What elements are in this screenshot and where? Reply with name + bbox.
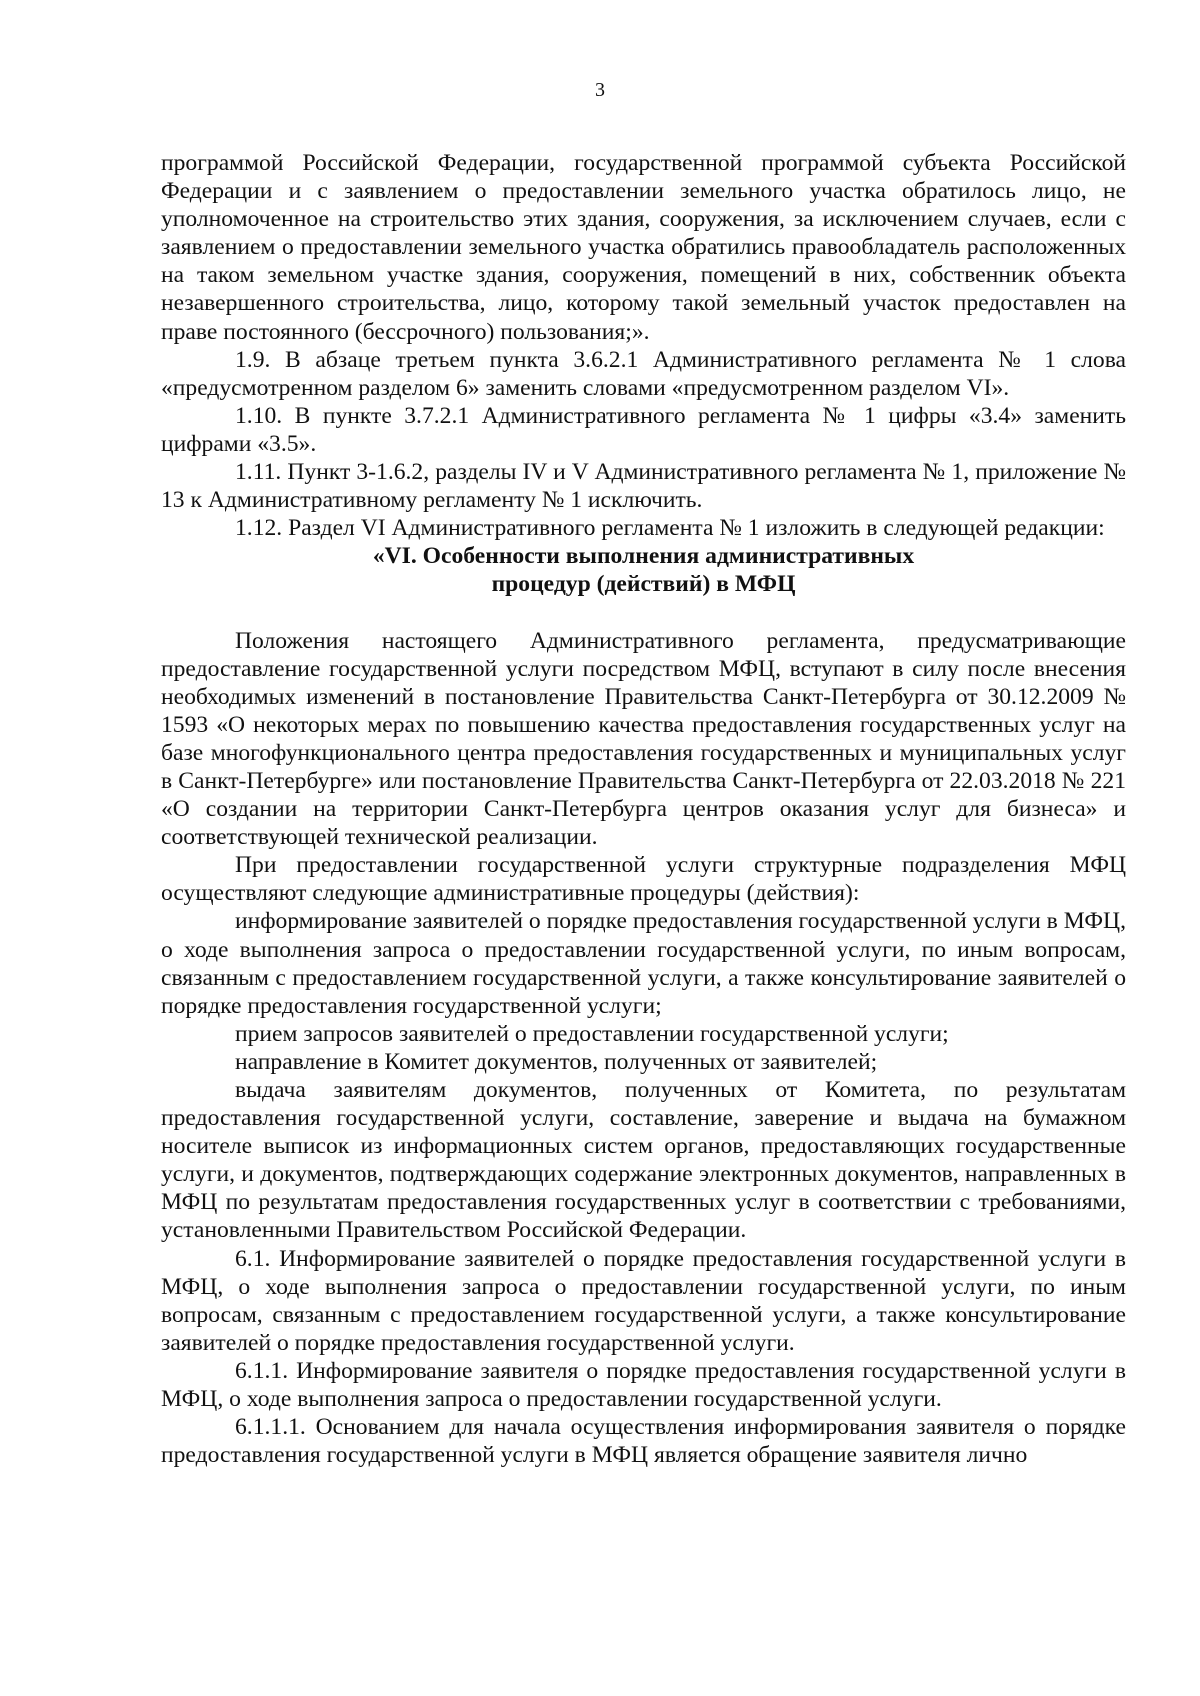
paragraph-continuation: программой Российской Федерации, государственной программой субъекта Российской Федерации и с заявлением о предоставлении земельного участка обратилось лицо, не уполномоченное на строительство этих здания, сооружения, за исключением случаев, если с заявлением о предоставлении земельного участка обратились правообладатель расположенных на таком земельном участке здания, сооружения, помещений в них, собственник объекта незавершенного строительства, лицо, которому такой земельный участок предоставлен на праве постоянного (бессрочного) пользования;». <box>161 150 1126 345</box>
heading-spacer <box>161 599 1126 627</box>
paragraph-item-1-9: 1.9. В абзаце третьем пункта 3.6.2.1 Административного регламента № 1 слова «предусмотренном разделом 6» заменить словами «предусмотренном разделом VI». <box>161 346 1126 401</box>
paragraph-procedures-intro: При предоставлении государственной услуги структурные подразделения МФЦ осуществляют следующие административные процедуры (действия): <box>161 852 1126 907</box>
paragraph-item-6-1-1: 6.1.1. Информирование заявителя о порядке предоставления государственной услуги в МФЦ, о ходе выполнения запроса о предоставлении государственной услуги. <box>161 1357 1126 1413</box>
section-heading <box>161 542 1126 598</box>
paragraph-procedure-reception: прием запросов заявителей о предоставлении государственной услуги; <box>235 1020 949 1047</box>
paragraph-item-6-1: 6.1. Информирование заявителей о порядке предоставления государственной услуги в МФЦ, о ходе выполнения запроса о предоставлении государственной услуги, по иным вопросам, связанным с предоставлением государственной услуги, а также консультирование заявителей о порядке предоставления государственной услуги. <box>161 1245 1126 1356</box>
document-body <box>161 149 1126 1469</box>
page-number: 3 <box>595 79 605 101</box>
paragraph-procedure-sending: направление в Комитет документов, полученных от заявителей; <box>235 1048 878 1075</box>
section-heading-line-1: «VI. Особенности выполнения административных <box>372 543 915 570</box>
paragraph-provisions: Положения настоящего Административного регламента, предусматривающие предоставление государственной услуги посредством МФЦ, вступают в силу после внесения необходимых изменений в постановление Правительства Санкт-Петербурга от 30.12.2009 № 1593 «О некоторых мерах по повышению качества предоставления государственных услуг на базе многофункционального центра предоставления государственных и муниципальных услуг в Санкт-Петербурге» или постановление Правительства Санкт-Петербурга от 22.03.2018 № 221 «О создании на территории Санкт-Петербурга центров оказания услуг для бизнеса» и соответствующей технической реализации. <box>161 627 1126 851</box>
section-heading-line-2: процедур (действий) в МФЦ <box>491 571 796 598</box>
paragraph-item-6-1-1-1: 6.1.1.1. Основанием для начала осуществления информирования заявителя о порядке предоставления государственной услуги в МФЦ является обращение заявителя лично <box>161 1414 1126 1469</box>
paragraph-item-1-12: 1.12. Раздел VI Административного регламента № 1 изложить в следующей редакции: <box>235 515 1105 542</box>
paragraph-item-1-10: 1.10. В пункте 3.7.2.1 Административного регламента № 1 цифры «3.4» заменить цифрами «3.5». <box>161 402 1126 457</box>
paragraph-procedure-issuing: выдача заявителям документов, полученных от Комитета, по результатам предоставления государственной услуги, составление, заверение и выдача на бумажном носителе выписок из информационных систем органов, предоставляющих государственные услуги, и документов, подтверждающих содержание электронных документов, направленных в МФЦ по результатам предоставления государственных услуг в соответствии с требованиями, установленными Правительством Российской Федерации. <box>161 1077 1126 1244</box>
paragraph-procedure-informing: информирование заявителей о порядке предоставления государственной услуги в МФЦ, о ходе выполнения запроса о предоставлении государственной услуги, по иным вопросам, связанным с предоставлением государственной услуги, а также консультирование заявителей о порядке предоставления государственной услуги; <box>161 908 1126 1019</box>
paragraph-item-1-11: 1.11. Пункт 3-1.6.2, разделы IV и V Административного регламента № 1, приложение № 13 к Административному регламенту № 1 исключить. <box>161 459 1126 514</box>
